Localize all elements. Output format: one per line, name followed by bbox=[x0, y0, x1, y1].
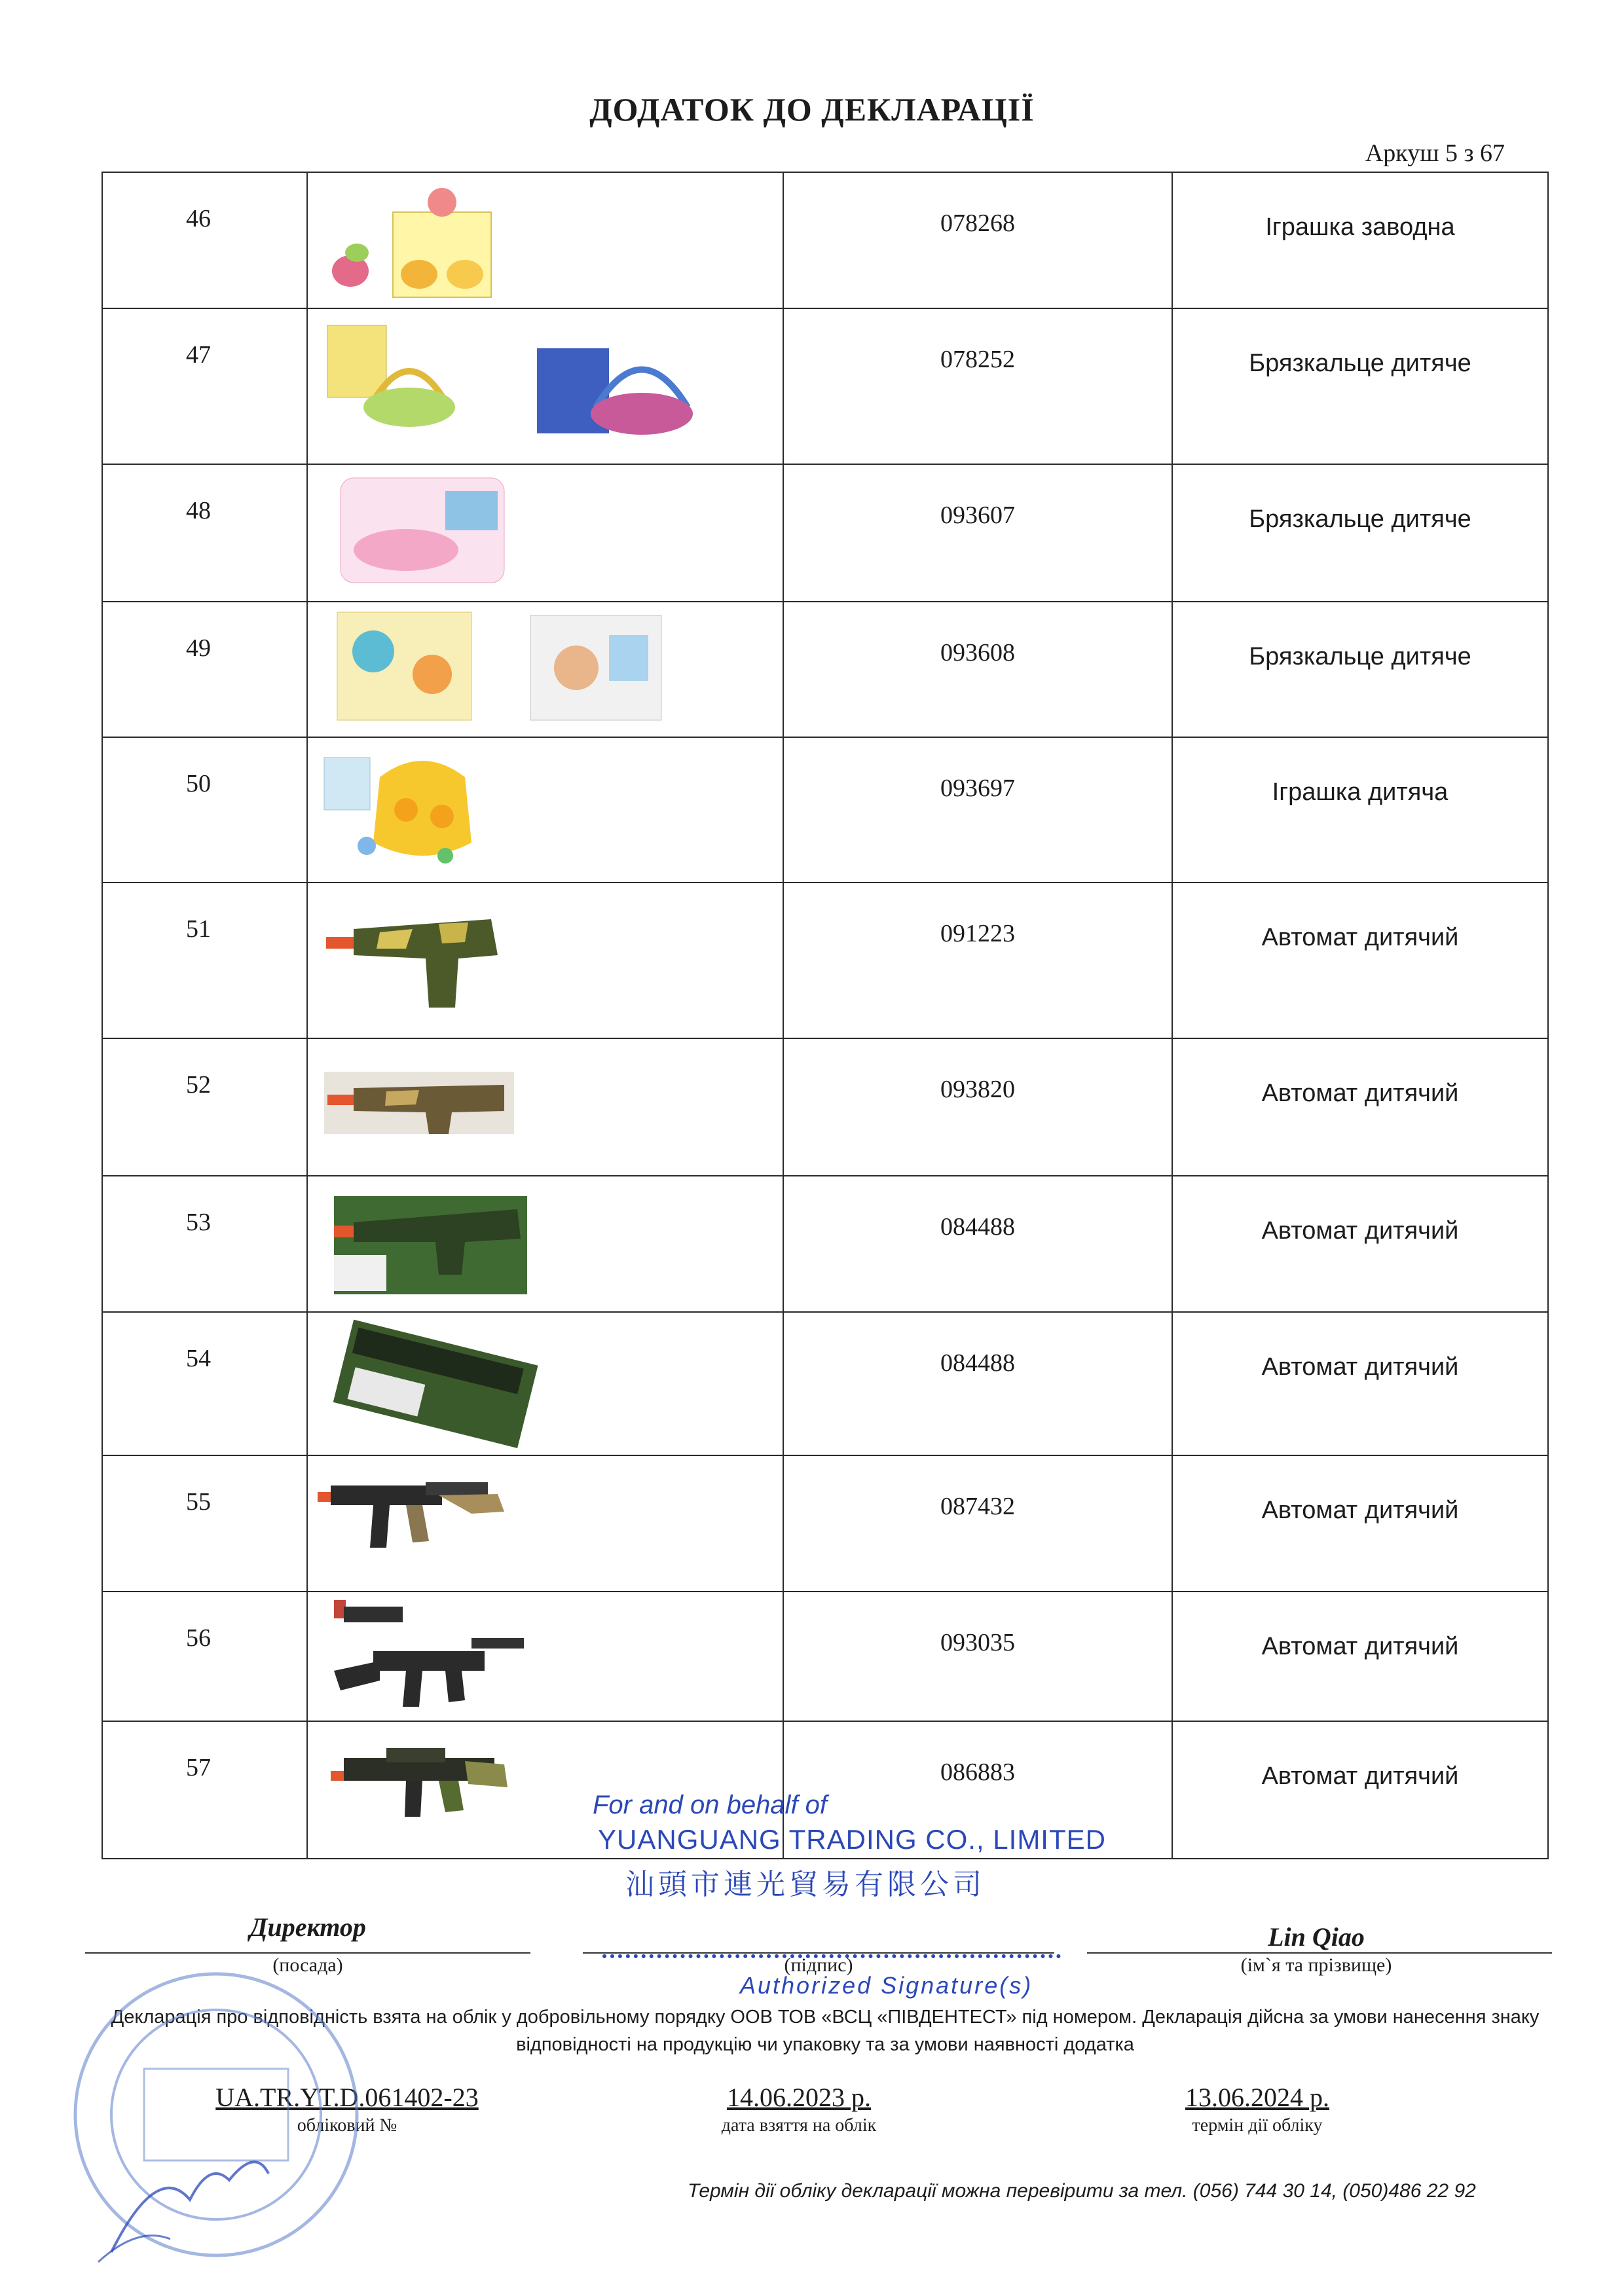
product-name: Автомат дитячий bbox=[1172, 883, 1548, 1038]
row-number: 55 bbox=[102, 1455, 307, 1592]
product-code: 084488 bbox=[783, 1312, 1172, 1455]
product-code: 093035 bbox=[783, 1592, 1172, 1721]
product-image-cell bbox=[307, 308, 783, 464]
date-taken-caption: дата взяття на облік bbox=[721, 2115, 877, 2136]
row-number: 51 bbox=[102, 883, 307, 1038]
product-name: Іграшка дитяча bbox=[1172, 737, 1548, 883]
product-name: Автомат дитячий bbox=[1172, 1592, 1548, 1721]
product-code: 078268 bbox=[783, 172, 1172, 308]
signature-line bbox=[583, 1952, 1054, 1954]
table-row bbox=[102, 602, 1548, 737]
toy-gun-image bbox=[308, 883, 783, 1038]
authorized-signature-label: Authorized Signature(s) bbox=[740, 1972, 1033, 1999]
company-stamp-line2: YUANGUANG TRADING CO., LIMITED bbox=[598, 1824, 1106, 1855]
items-table bbox=[101, 172, 1549, 1859]
row-number: 56 bbox=[102, 1592, 307, 1721]
product-name: Автомат дитячий bbox=[1172, 1038, 1548, 1176]
row-number: 54 bbox=[102, 1312, 307, 1455]
product-code: 078252 bbox=[783, 308, 1172, 464]
table-row bbox=[102, 172, 1548, 308]
position-caption: (посада) bbox=[272, 1954, 343, 1976]
product-image-cell bbox=[307, 883, 783, 1038]
name-line bbox=[1087, 1952, 1552, 1954]
product-image-cell bbox=[307, 464, 783, 602]
row-number: 49 bbox=[102, 602, 307, 737]
table-row bbox=[102, 1176, 1548, 1312]
row-number: 46 bbox=[102, 172, 307, 308]
product-image-cell bbox=[307, 1455, 783, 1592]
rattle-boxes-image bbox=[308, 602, 783, 737]
wind-up-toy-image bbox=[308, 173, 783, 308]
product-code: 084488 bbox=[783, 1176, 1172, 1312]
toy-gun-image bbox=[308, 1456, 783, 1591]
date-taken-block bbox=[661, 2082, 936, 2136]
product-image-cell bbox=[307, 1312, 783, 1455]
play-mat-image bbox=[308, 309, 783, 464]
product-name: Автомат дитячий bbox=[1172, 1176, 1548, 1312]
product-name: Брязкальце дитяче bbox=[1172, 308, 1548, 464]
table-row bbox=[102, 1312, 1548, 1455]
kids-toy-image bbox=[308, 738, 783, 882]
position-value: Директор bbox=[249, 1912, 366, 1942]
declaration-note: Декларація про відповідність взята на облік у добровільному порядку ООВ ТОВ «ВСЦ «ПІВДЕНТЕСТ» під номером. Декларація дійсна за умови нанесення знаку відповідності на продукцію чи упаковку та за умови наявності додатка bbox=[111, 2007, 1540, 2055]
company-stamp-line1: For and on behalf of bbox=[593, 1791, 828, 1819]
product-image-cell bbox=[307, 1592, 783, 1721]
signatory-name: Lin Qiao bbox=[1268, 1922, 1365, 1952]
row-number: 48 bbox=[102, 464, 307, 602]
product-image-cell bbox=[307, 737, 783, 883]
product-code: 093820 bbox=[783, 1038, 1172, 1176]
product-image-cell bbox=[307, 1038, 783, 1176]
product-code: 093697 bbox=[783, 737, 1172, 883]
table-row bbox=[102, 1592, 1548, 1721]
toy-gun-image bbox=[308, 1592, 783, 1721]
product-image-cell bbox=[307, 602, 783, 737]
name-caption: (ім`я та прізвище) bbox=[1240, 1954, 1392, 1976]
table-row bbox=[102, 1038, 1548, 1176]
product-code: 086883 bbox=[783, 1721, 1172, 1859]
row-number: 47 bbox=[102, 308, 307, 464]
signature-caption: (підпис) bbox=[784, 1954, 853, 1976]
table-row bbox=[102, 464, 1548, 602]
row-number: 53 bbox=[102, 1176, 307, 1312]
table-row bbox=[102, 1455, 1548, 1592]
verify-note: Термін дії обліку декларації можна перевірити за тел. (056) 744 30 14, (050)486 22 92 bbox=[688, 2180, 1476, 2202]
product-name: Брязкальце дитяче bbox=[1172, 464, 1548, 602]
certification-seal-icon bbox=[59, 1964, 399, 2272]
product-name: Брязкальце дитяче bbox=[1172, 602, 1548, 737]
product-code: 087432 bbox=[783, 1455, 1172, 1592]
product-name: Автомат дитячий bbox=[1172, 1455, 1548, 1592]
registration-number: UA.TR.YT.D.061402-23 bbox=[215, 2083, 479, 2112]
product-name: Іграшка заводна bbox=[1172, 172, 1548, 308]
company-stamp bbox=[593, 1791, 1106, 1903]
product-image-cell bbox=[307, 1176, 783, 1312]
valid-until: 13.06.2024 р. bbox=[1185, 2083, 1329, 2112]
table-row bbox=[102, 737, 1548, 883]
toy-gun-box-image bbox=[308, 1313, 783, 1455]
toy-gun-box-image bbox=[308, 1039, 783, 1175]
product-code: 093608 bbox=[783, 602, 1172, 737]
table-row bbox=[102, 308, 1548, 464]
valid-until-block bbox=[1113, 2082, 1401, 2136]
date-taken: 14.06.2023 р. bbox=[727, 2083, 871, 2112]
row-number: 50 bbox=[102, 737, 307, 883]
toy-gun-box-image bbox=[308, 1176, 783, 1311]
product-code: 091223 bbox=[783, 883, 1172, 1038]
row-number: 52 bbox=[102, 1038, 307, 1176]
page-title: ДОДАТОК ДО ДЕКЛАРАЦІЇ bbox=[589, 91, 1035, 128]
table-row bbox=[102, 883, 1548, 1038]
product-image-cell bbox=[307, 172, 783, 308]
row-number: 57 bbox=[102, 1721, 307, 1859]
valid-until-caption: термін дії обліку bbox=[1192, 2115, 1323, 2136]
position-line bbox=[85, 1952, 530, 1954]
product-name: Автомат дитячий bbox=[1172, 1721, 1548, 1859]
product-name: Автомат дитячий bbox=[1172, 1312, 1548, 1455]
rattle-set-image bbox=[308, 465, 783, 601]
registration-number-caption: обліковий № bbox=[297, 2115, 397, 2136]
product-code: 093607 bbox=[783, 464, 1172, 602]
sheet-number: Аркуш 5 з 67 bbox=[1365, 139, 1505, 167]
company-stamp-line3: 汕頭市連光貿易有限公司 bbox=[625, 1868, 986, 1901]
